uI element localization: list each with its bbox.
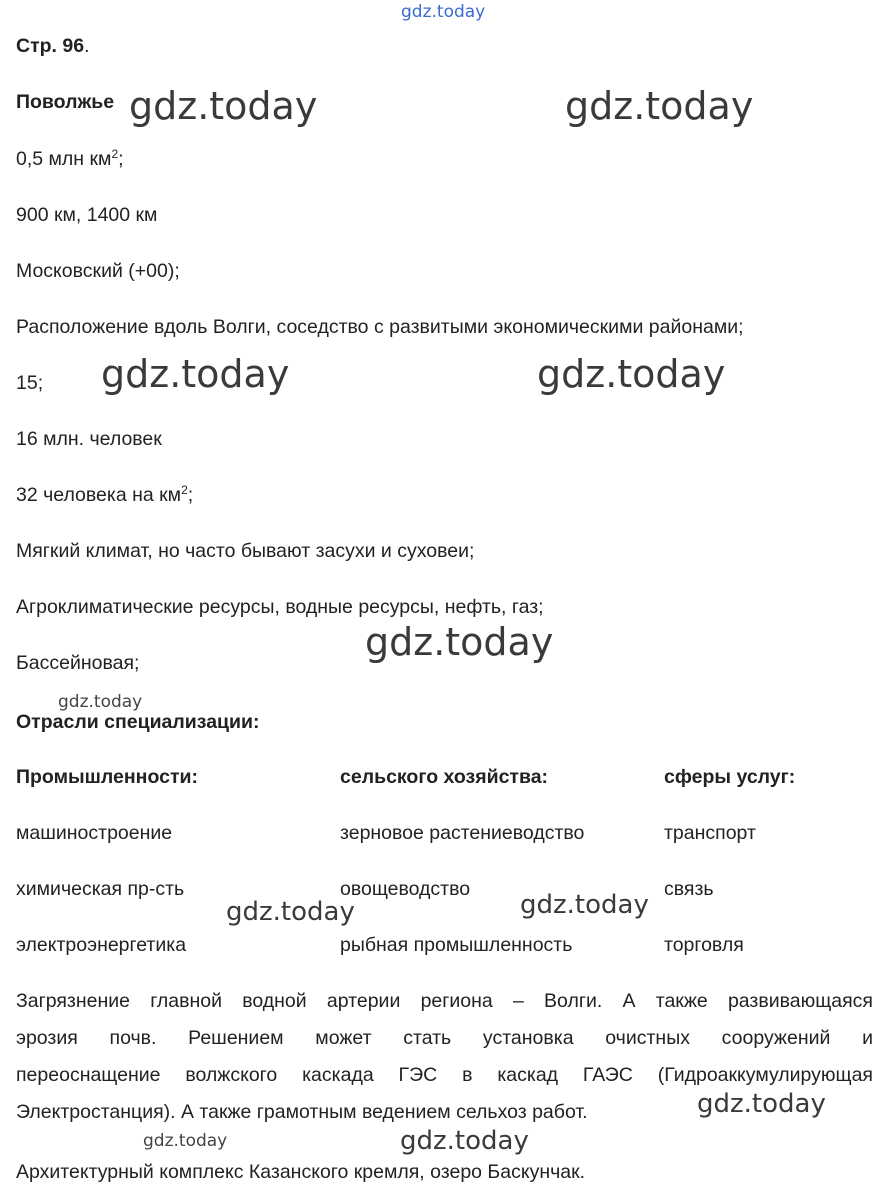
table-header-agriculture: сельского хозяйства: — [340, 766, 549, 788]
population-value: 16 млн. человек — [16, 428, 162, 450]
watermark: gdz.today — [537, 352, 726, 396]
structure-text: Бассейновая; — [16, 652, 140, 674]
table-cell: рыбная промышленность — [340, 934, 573, 956]
location-text: Расположение вдоль Волги, соседство с развитыми экономическими районами; — [16, 316, 744, 338]
watermark-top: gdz.today — [401, 2, 486, 22]
table-cell: электроэнергетика — [16, 934, 187, 956]
paragraph-line: Электростанция). А также грамотным ведением сельхоз работ. — [16, 1101, 588, 1123]
region-title: Поволжье — [16, 91, 115, 113]
page-reference: Стр. 96. — [16, 35, 90, 57]
watermark: gdz.today — [520, 890, 649, 920]
density-value: 32 человека на $км^2$; — [16, 483, 194, 506]
watermark: gdz.today — [129, 84, 318, 128]
watermark: gdz.today — [101, 352, 290, 396]
paragraph-line: Загрязнение главной водной артерии региона – Волги. А также развивающаяся — [16, 990, 873, 1012]
climate-text: Мягкий климат, но часто бывают засухи и суховеи; — [16, 540, 475, 562]
table-header-services: сферы услуг: — [664, 766, 796, 788]
table-cell: торговля — [664, 934, 744, 956]
table-cell: химическая пр-сть — [16, 878, 185, 900]
table-cell: машиностроение — [16, 822, 173, 844]
table-cell: зерновое растениеводство — [340, 822, 585, 844]
resources-text: Агроклиматические ресурсы, водные ресурсы, нефть, газ; — [16, 596, 544, 618]
timezone-value: Московский (+00); — [16, 260, 180, 282]
paragraph-line: эрозия почв. Решением может стать установка очистных сооружений и — [16, 1027, 873, 1049]
watermark: gdz.today — [400, 1126, 529, 1156]
dimensions-value: 900 км, 1400 км — [16, 204, 158, 226]
table-cell: транспорт — [664, 822, 756, 844]
specialization-heading: Отрасли специализации: — [16, 711, 260, 733]
table-header-industry: Промышленности: — [16, 766, 198, 788]
watermark: gdz.today — [365, 620, 554, 664]
watermark: gdz.today — [697, 1089, 826, 1119]
watermark: gdz.today — [143, 1131, 228, 1151]
watermark: gdz.today — [226, 897, 355, 927]
area-value: 0,5 млн $км^2$; — [16, 147, 124, 170]
watermark: gdz.today — [565, 84, 754, 128]
table-cell: связь — [664, 878, 714, 900]
subjects-count: 15; — [16, 372, 44, 394]
paragraph-line: переоснащение волжского каскада ГЭС в каскад ГАЭС (Гидроаккумулирующая — [16, 1064, 873, 1086]
watermark: gdz.today — [58, 692, 143, 712]
attractions-text: Архитектурный комплекс Казанского кремля, озеро Баскунчак. — [16, 1161, 586, 1183]
table-cell: овощеводство — [340, 878, 471, 900]
